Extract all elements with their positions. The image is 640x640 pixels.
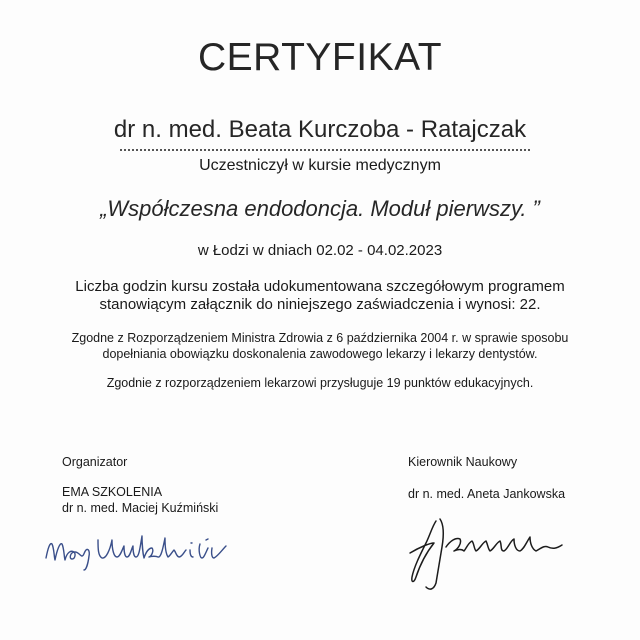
course-hours-text [0, 278, 640, 314]
certificate-title: CERTYFIKAT [197, 36, 443, 79]
participation-text: Uczestniczył w kursie medycznym [199, 157, 441, 174]
dotted-underline [120, 149, 530, 151]
education-points-text: Zgodnie z rozporządzeniem lekarzowi przysługuje 19 punktów edukacyjnych. [106, 376, 534, 390]
course-hours-line-2: stanowiącym załącznik do niniejszego zaświadczenia i wynosi: 22. [99, 296, 541, 313]
course-hours-line-1: Liczba godzin kursu została udokumentowana szczegółowym programem [75, 278, 565, 295]
course-dates: w Łodzi w dniach 02.02 - 04.02.2023 [197, 242, 443, 259]
scientific-head-signature [396, 513, 576, 593]
organizer-company: EMA SZKOLENIA [62, 485, 163, 499]
recipient-name: dr n. med. Beata Kurczoba - Ratajczak [113, 116, 527, 143]
regulation-text [0, 330, 640, 362]
course-title: „Współczesna endodoncja. Moduł pierwszy. ” [100, 196, 540, 221]
regulation-line-2: dopełniania obowiązku doskonalenia zawodowego lekarzy i lekarzy dentystów. [102, 347, 538, 361]
organizer-label: Organizator [62, 455, 128, 469]
organizer-person: dr n. med. Maciej Kuźmiński [62, 501, 219, 515]
scientific-head-label: Kierownik Naukowy [408, 455, 518, 469]
organizer-signature [40, 526, 230, 572]
regulation-line-1: Zgodne z Rozporządzeniem Ministra Zdrowia z 6 października 2004 r. w sprawie sposobu [71, 331, 569, 345]
organizer-details [62, 484, 218, 516]
scientific-head-person: dr n. med. Aneta Jankowska [408, 487, 566, 501]
